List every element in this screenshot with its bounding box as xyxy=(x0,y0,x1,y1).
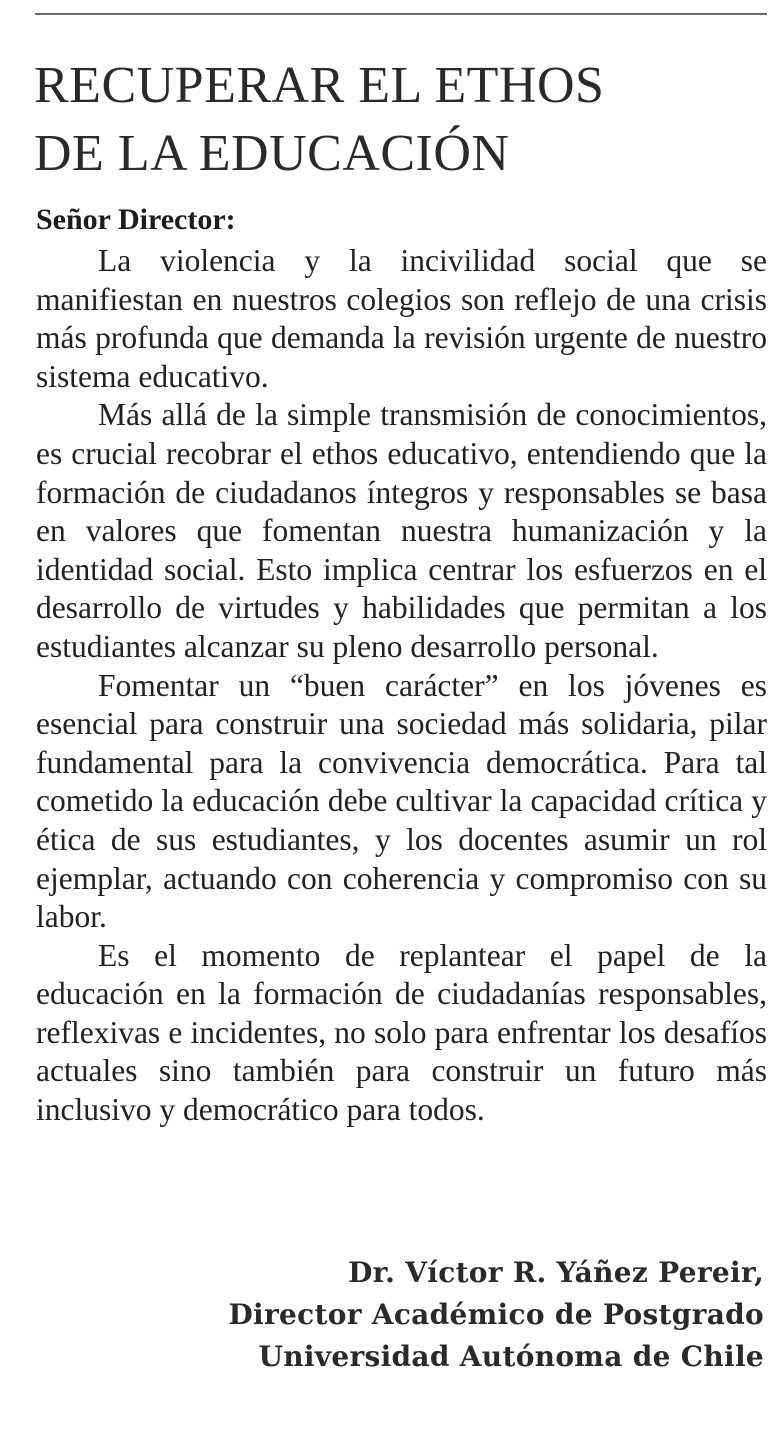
signature-institution: Universidad Autónoma de Chile xyxy=(258,1340,764,1373)
paragraph-2: Más allá de la simple transmisión de conocimientos, es crucial recobrar el ethos educativo, entendiendo que la formación de ciudadanos íntegros y responsables se basa en valores que fomentan nuestra humanización y la identidad social. Esto implica centrar los esfuerzos en el desarrollo de virtudes y habilidades que permitan a los estudiantes alcanzar su pleno desarrollo personal. xyxy=(36,397,767,664)
paragraph-3: Fomentar un “buen carácter” en los jóvenes es esencial para construir una sociedad más solidaria, pilar fundamental para la convivencia democrática. Para tal cometido la educación debe cultivar la capacidad crítica y ética de sus estudiantes, y los docentes asumir un rol ejemplar, actuando con coherencia y compromiso con su labor. xyxy=(36,667,767,935)
headline xyxy=(34,52,774,188)
salutation: Señor Director: xyxy=(36,203,236,236)
headline-line-1: RECUPERAR EL ETHOS xyxy=(34,57,605,114)
paragraph-4: Es el momento de replantear el papel de la educación en la formación de ciudadanías responsables, reflexivas e incidentes, no solo para enfrentar los desafíos actuales sino también para construir un futuro más inclusivo y democrático para todos. xyxy=(36,937,767,1128)
letter-body xyxy=(36,242,767,1130)
top-rule xyxy=(35,13,767,15)
signature-block xyxy=(228,1252,764,1378)
signature-title: Director Académico de Postgrado xyxy=(228,1298,764,1331)
paragraph-1: La violencia y la incivilidad social que se manifiestan en nuestros colegios son reflejo de una crisis más profunda que demanda la revisión urgente de nuestro sistema educativo. xyxy=(36,243,767,394)
headline-line-2: DE LA EDUCACIÓN xyxy=(34,125,510,182)
signature-name: Dr. Víctor R. Yáñez Pereir, xyxy=(348,1256,764,1289)
